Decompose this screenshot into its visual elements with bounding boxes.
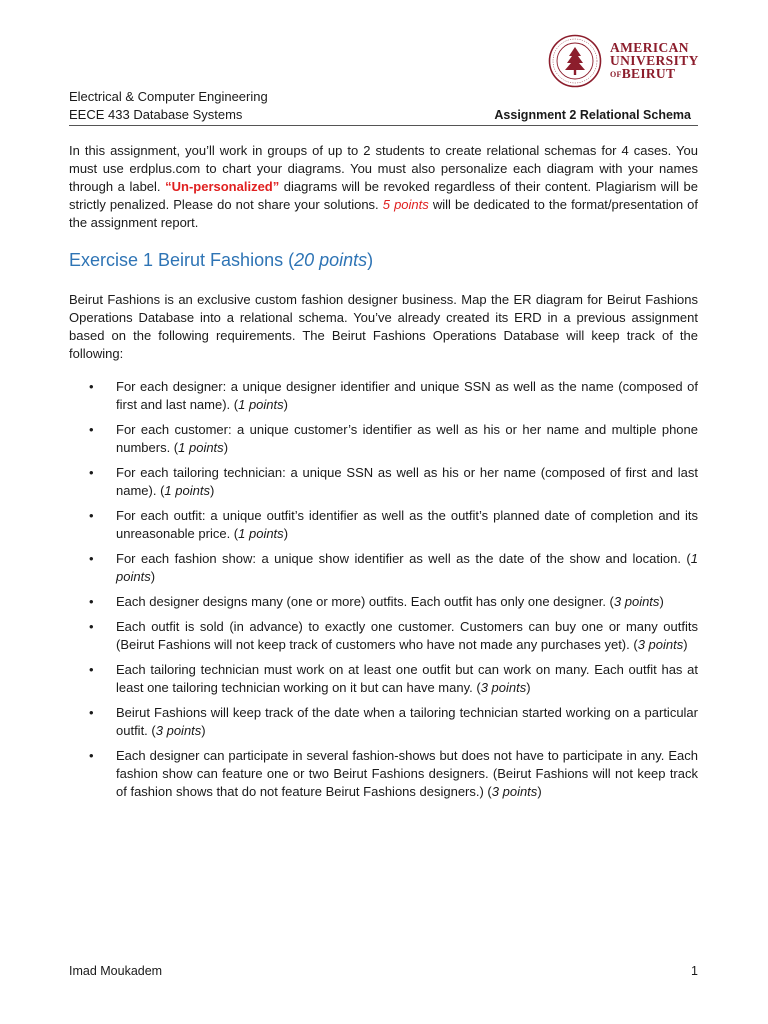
bullet-icon: • — [89, 465, 94, 480]
logo-line-american: AMERICAN — [610, 40, 689, 55]
requirement-points: 3 points — [491, 784, 538, 799]
requirement-points-close: ) — [283, 397, 288, 412]
requirement-points-close: ) — [659, 594, 664, 609]
requirement-text: Each designer can participate in several fashion-shows but does not have to participate in any. Each fashion show can feature one or two Beirut Fashions designers. (Beirut Fashions will not keep track of fashion shows that do not feature Beirut Fashions designers.) ( — [116, 748, 698, 799]
requirement-item — [69, 550, 698, 586]
requirement-points: 3 points — [155, 723, 202, 738]
requirement-points-close: ) — [150, 569, 156, 584]
requirement-text: For each tailoring technician: a unique SSN as well as his or her name (composed of first and last name). ( — [116, 465, 698, 498]
requirement-item — [69, 593, 698, 611]
requirement-points-close: ) — [223, 440, 229, 455]
exercise-description: Beirut Fashions is an exclusive custom fashion designer business. Map the ER diagram for Beirut Fashions Operations Database into a relational schema. You’ve already created its ERD in a previous assignment based on the following requirements. The Beirut Fashions Operations Database will keep track of the following: — [69, 292, 698, 361]
bullet-icon: • — [89, 379, 94, 394]
intro-paragraph — [69, 142, 698, 232]
requirement-text: Each outfit is sold (in advance) to exactly one customer. Customers can buy one or many outfits (Beirut Fashions will not keep track of customers who have not made any purchases yet). ( — [116, 619, 698, 652]
requirement-item — [69, 378, 698, 414]
requirement-points-close: ) — [201, 723, 206, 738]
unpersonalized-warning: “Un-personalized” — [165, 179, 280, 194]
requirement-points-close: ) — [537, 784, 542, 799]
logo-line-beirut: BEIRUT — [621, 66, 676, 81]
page-number: 1 — [691, 964, 698, 978]
requirement-points-close: ) — [526, 680, 531, 695]
bullet-icon: • — [89, 662, 94, 677]
format-points: 5 points — [382, 197, 429, 212]
requirement-points-close: ) — [209, 483, 215, 498]
requirement-points: 3 points — [637, 637, 684, 652]
requirement-text: For each outfit: a unique outfit’s identifier as well as the outfit’s planned date of completion and its unreasonable price. ( — [116, 508, 698, 541]
university-logo — [548, 34, 713, 90]
exercise-heading — [69, 248, 373, 272]
course-name: EECE 433 Database Systems — [69, 107, 243, 122]
requirement-points: 1 points — [178, 440, 224, 455]
requirements-list — [69, 378, 698, 808]
requirement-points-close: ) — [283, 526, 289, 541]
requirement-text: For each designer: a unique designer identifier and unique SSN as well as the name (composed of first and last name). ( — [116, 379, 698, 412]
assignment-title: Assignment 2 Relational Schema — [494, 108, 691, 122]
exercise-title-end: ) — [367, 250, 374, 270]
intro-text-3: will be dedicated to the format/presentation of the assignment report. — [69, 197, 698, 230]
university-seal-icon — [548, 34, 602, 88]
logo-line-university: UNIVERSITY — [610, 53, 699, 68]
document-header — [69, 88, 268, 124]
requirement-item — [69, 618, 698, 654]
requirement-item — [69, 704, 698, 740]
requirement-item — [69, 507, 698, 543]
requirement-points-close: ) — [683, 637, 688, 652]
requirement-item — [69, 421, 698, 457]
exercise-points: 20 points — [294, 250, 368, 270]
exercise-title: Exercise 1 Beirut Fashions ( — [69, 250, 295, 270]
requirement-text: For each customer: a unique customer’s identifier as well as his or her name and multiple phone numbers. ( — [116, 422, 698, 455]
requirement-points: 1 points — [116, 551, 698, 584]
intro-text-1: In this assignment, you’ll work in groups of up to 2 students to create relational schemas for 4 cases. You must use erdplus.com to chart your diagrams. You must also personalize each diagram with your names through a label. — [69, 143, 698, 194]
requirement-points: 1 points — [238, 526, 284, 541]
requirement-points: 1 points — [164, 483, 210, 498]
bullet-icon: • — [89, 619, 94, 634]
bullet-icon: • — [89, 551, 94, 566]
intro-text-2: diagrams will be revoked regardless of their content. Plagiarism will be strictly penalized. Please do not share your solutions. — [69, 179, 698, 212]
requirement-item — [69, 747, 698, 801]
bullet-icon: • — [89, 748, 94, 763]
bullet-icon: • — [89, 508, 94, 523]
department-name: Electrical & Computer Engineering — [69, 89, 268, 104]
header-divider — [69, 125, 698, 126]
requirement-text: For each fashion show: a unique show identifier as well as the date of the show and location. ( — [116, 551, 691, 566]
bullet-icon: • — [89, 705, 94, 720]
requirement-text: Each tailoring technician must work on at least one outfit but can work on many. Each outfit has at least one tailoring technician working on it but can have many. ( — [116, 662, 698, 695]
requirement-points: 3 points — [613, 594, 660, 609]
requirement-item — [69, 661, 698, 697]
bullet-icon: • — [89, 422, 94, 437]
requirement-item — [69, 464, 698, 500]
bullet-icon: • — [89, 594, 94, 609]
requirement-points: 3 points — [480, 680, 527, 695]
requirement-text: Each designer designs many (one or more) outfits. Each outfit has only one designer. ( — [116, 594, 614, 609]
requirement-points: 1 points — [238, 397, 284, 412]
requirement-text: Beirut Fashions will keep track of the date when a tailoring technician started working on a particular outfit. ( — [116, 705, 698, 738]
logo-line-of: OF — [610, 70, 622, 79]
footer-author: Imad Moukadem — [69, 964, 163, 978]
